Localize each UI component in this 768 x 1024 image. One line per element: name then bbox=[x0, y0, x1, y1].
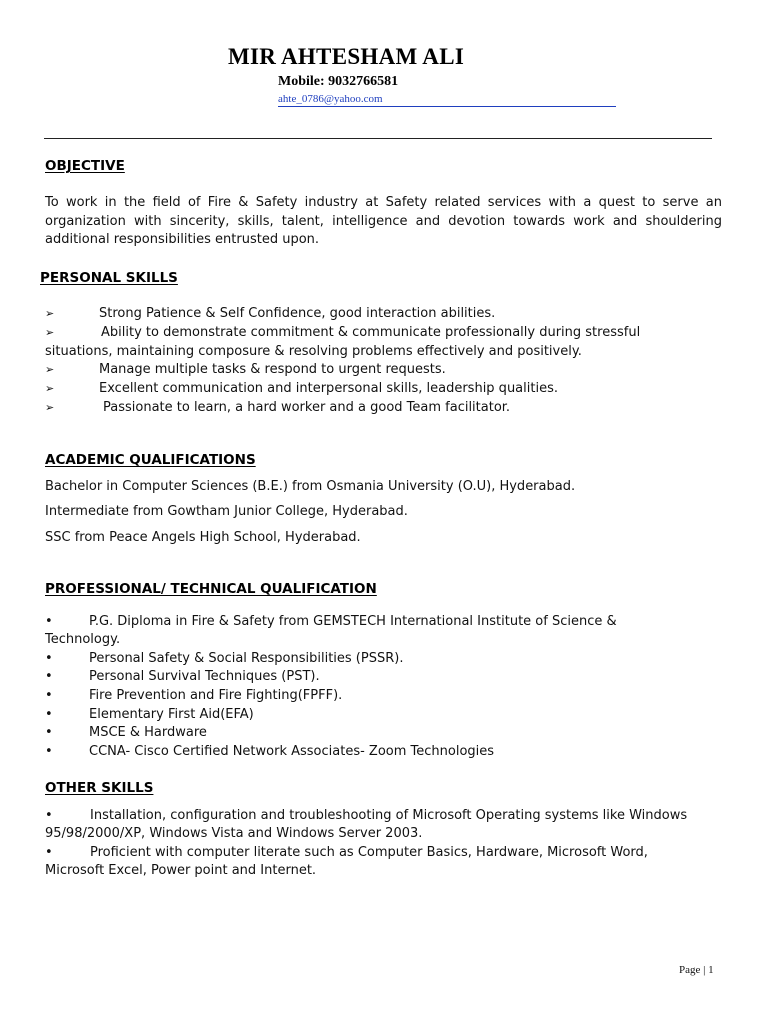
list-item-continuation: situations, maintaining composure & resolving problems effectively and positively. bbox=[45, 344, 582, 359]
other-skills-heading: OTHER SKILLS bbox=[45, 780, 154, 796]
arrow-bullet-icon: ➢ bbox=[45, 363, 55, 376]
bullet-icon: • bbox=[45, 707, 53, 722]
academic-item: Bachelor in Computer Sciences (B.E.) from Osmania University (O.U), Hyderabad. bbox=[45, 479, 576, 494]
list-item: • P.G. Diploma in Fire & Safety from GEMSTECH International Institute of Science & bbox=[45, 614, 617, 629]
list-item: • Personal Safety & Social Responsibilities (PSSR). bbox=[45, 651, 404, 666]
page-number: Page | 1 bbox=[679, 964, 714, 976]
list-item: • Elementary First Aid(EFA) bbox=[45, 707, 254, 722]
list-item-continuation: Microsoft Excel, Power point and Internet. bbox=[45, 863, 317, 878]
list-item: ➢ Passionate to learn, a hard worker and a good Team facilitator. bbox=[45, 400, 511, 415]
list-item: • CCNA- Cisco Certified Network Associates- Zoom Technologies bbox=[45, 744, 495, 759]
list-item: • Proficient with computer literate such as Computer Basics, Hardware, Microsoft Word, bbox=[45, 845, 648, 860]
bullet-icon: • bbox=[45, 688, 53, 703]
bullet-icon: • bbox=[45, 725, 53, 740]
bullet-icon: • bbox=[45, 808, 53, 823]
objective-heading: OBJECTIVE bbox=[45, 158, 125, 174]
objective-text: To work in the field of Fire & Safety industry at Safety related services with a quest to serve an organization with sincerity, skills, talent, intelligence and devotion towards work and shouldering additional responsibilities entrusted upon. bbox=[45, 195, 722, 247]
bullet-icon: • bbox=[45, 845, 53, 860]
professional-heading: PROFESSIONAL/ TECHNICAL QUALIFICATION bbox=[45, 581, 377, 597]
email-link[interactable]: ahte_0786@yahoo.com bbox=[278, 93, 616, 107]
list-item: ➢ Ability to demonstrate commitment & communicate professionally during stressful bbox=[45, 325, 641, 340]
bullet-icon: • bbox=[45, 651, 53, 666]
personal-skills-heading: PERSONAL SKILLS bbox=[40, 270, 178, 286]
list-item: • Fire Prevention and Fire Fighting(FPFF). bbox=[45, 688, 343, 703]
academic-item: Intermediate from Gowtham Junior College, Hyderabad. bbox=[45, 504, 408, 519]
list-item: • MSCE & Hardware bbox=[45, 725, 207, 740]
arrow-bullet-icon: ➢ bbox=[45, 307, 55, 320]
bullet-icon: • bbox=[45, 614, 53, 629]
bullet-icon: • bbox=[45, 744, 53, 759]
candidate-name: MIR AHTESHAM ALI bbox=[228, 44, 465, 69]
academic-item: SSC from Peace Angels High School, Hyderabad. bbox=[45, 530, 361, 545]
arrow-bullet-icon: ➢ bbox=[45, 401, 55, 414]
bullet-icon: • bbox=[45, 669, 53, 684]
arrow-bullet-icon: ➢ bbox=[45, 326, 55, 339]
list-item-continuation: Technology. bbox=[45, 632, 121, 647]
list-item: • Personal Survival Techniques (PST). bbox=[45, 669, 320, 684]
list-item: ➢ Manage multiple tasks & respond to urgent requests. bbox=[45, 362, 446, 377]
list-item: ➢ Strong Patience & Self Confidence, good interaction abilities. bbox=[45, 306, 496, 321]
list-item: ➢ Excellent communication and interpersonal skills, leadership qualities. bbox=[45, 381, 558, 396]
header-divider bbox=[44, 138, 712, 139]
academic-heading: ACADEMIC QUALIFICATIONS bbox=[45, 452, 256, 468]
arrow-bullet-icon: ➢ bbox=[45, 382, 55, 395]
mobile-number: Mobile: 9032766581 bbox=[278, 74, 399, 89]
list-item: • Installation, configuration and troubleshooting of Microsoft Operating systems like Windows bbox=[45, 808, 688, 823]
list-item-continuation: 95/98/2000/XP, Windows Vista and Windows Server 2003. bbox=[45, 826, 423, 841]
